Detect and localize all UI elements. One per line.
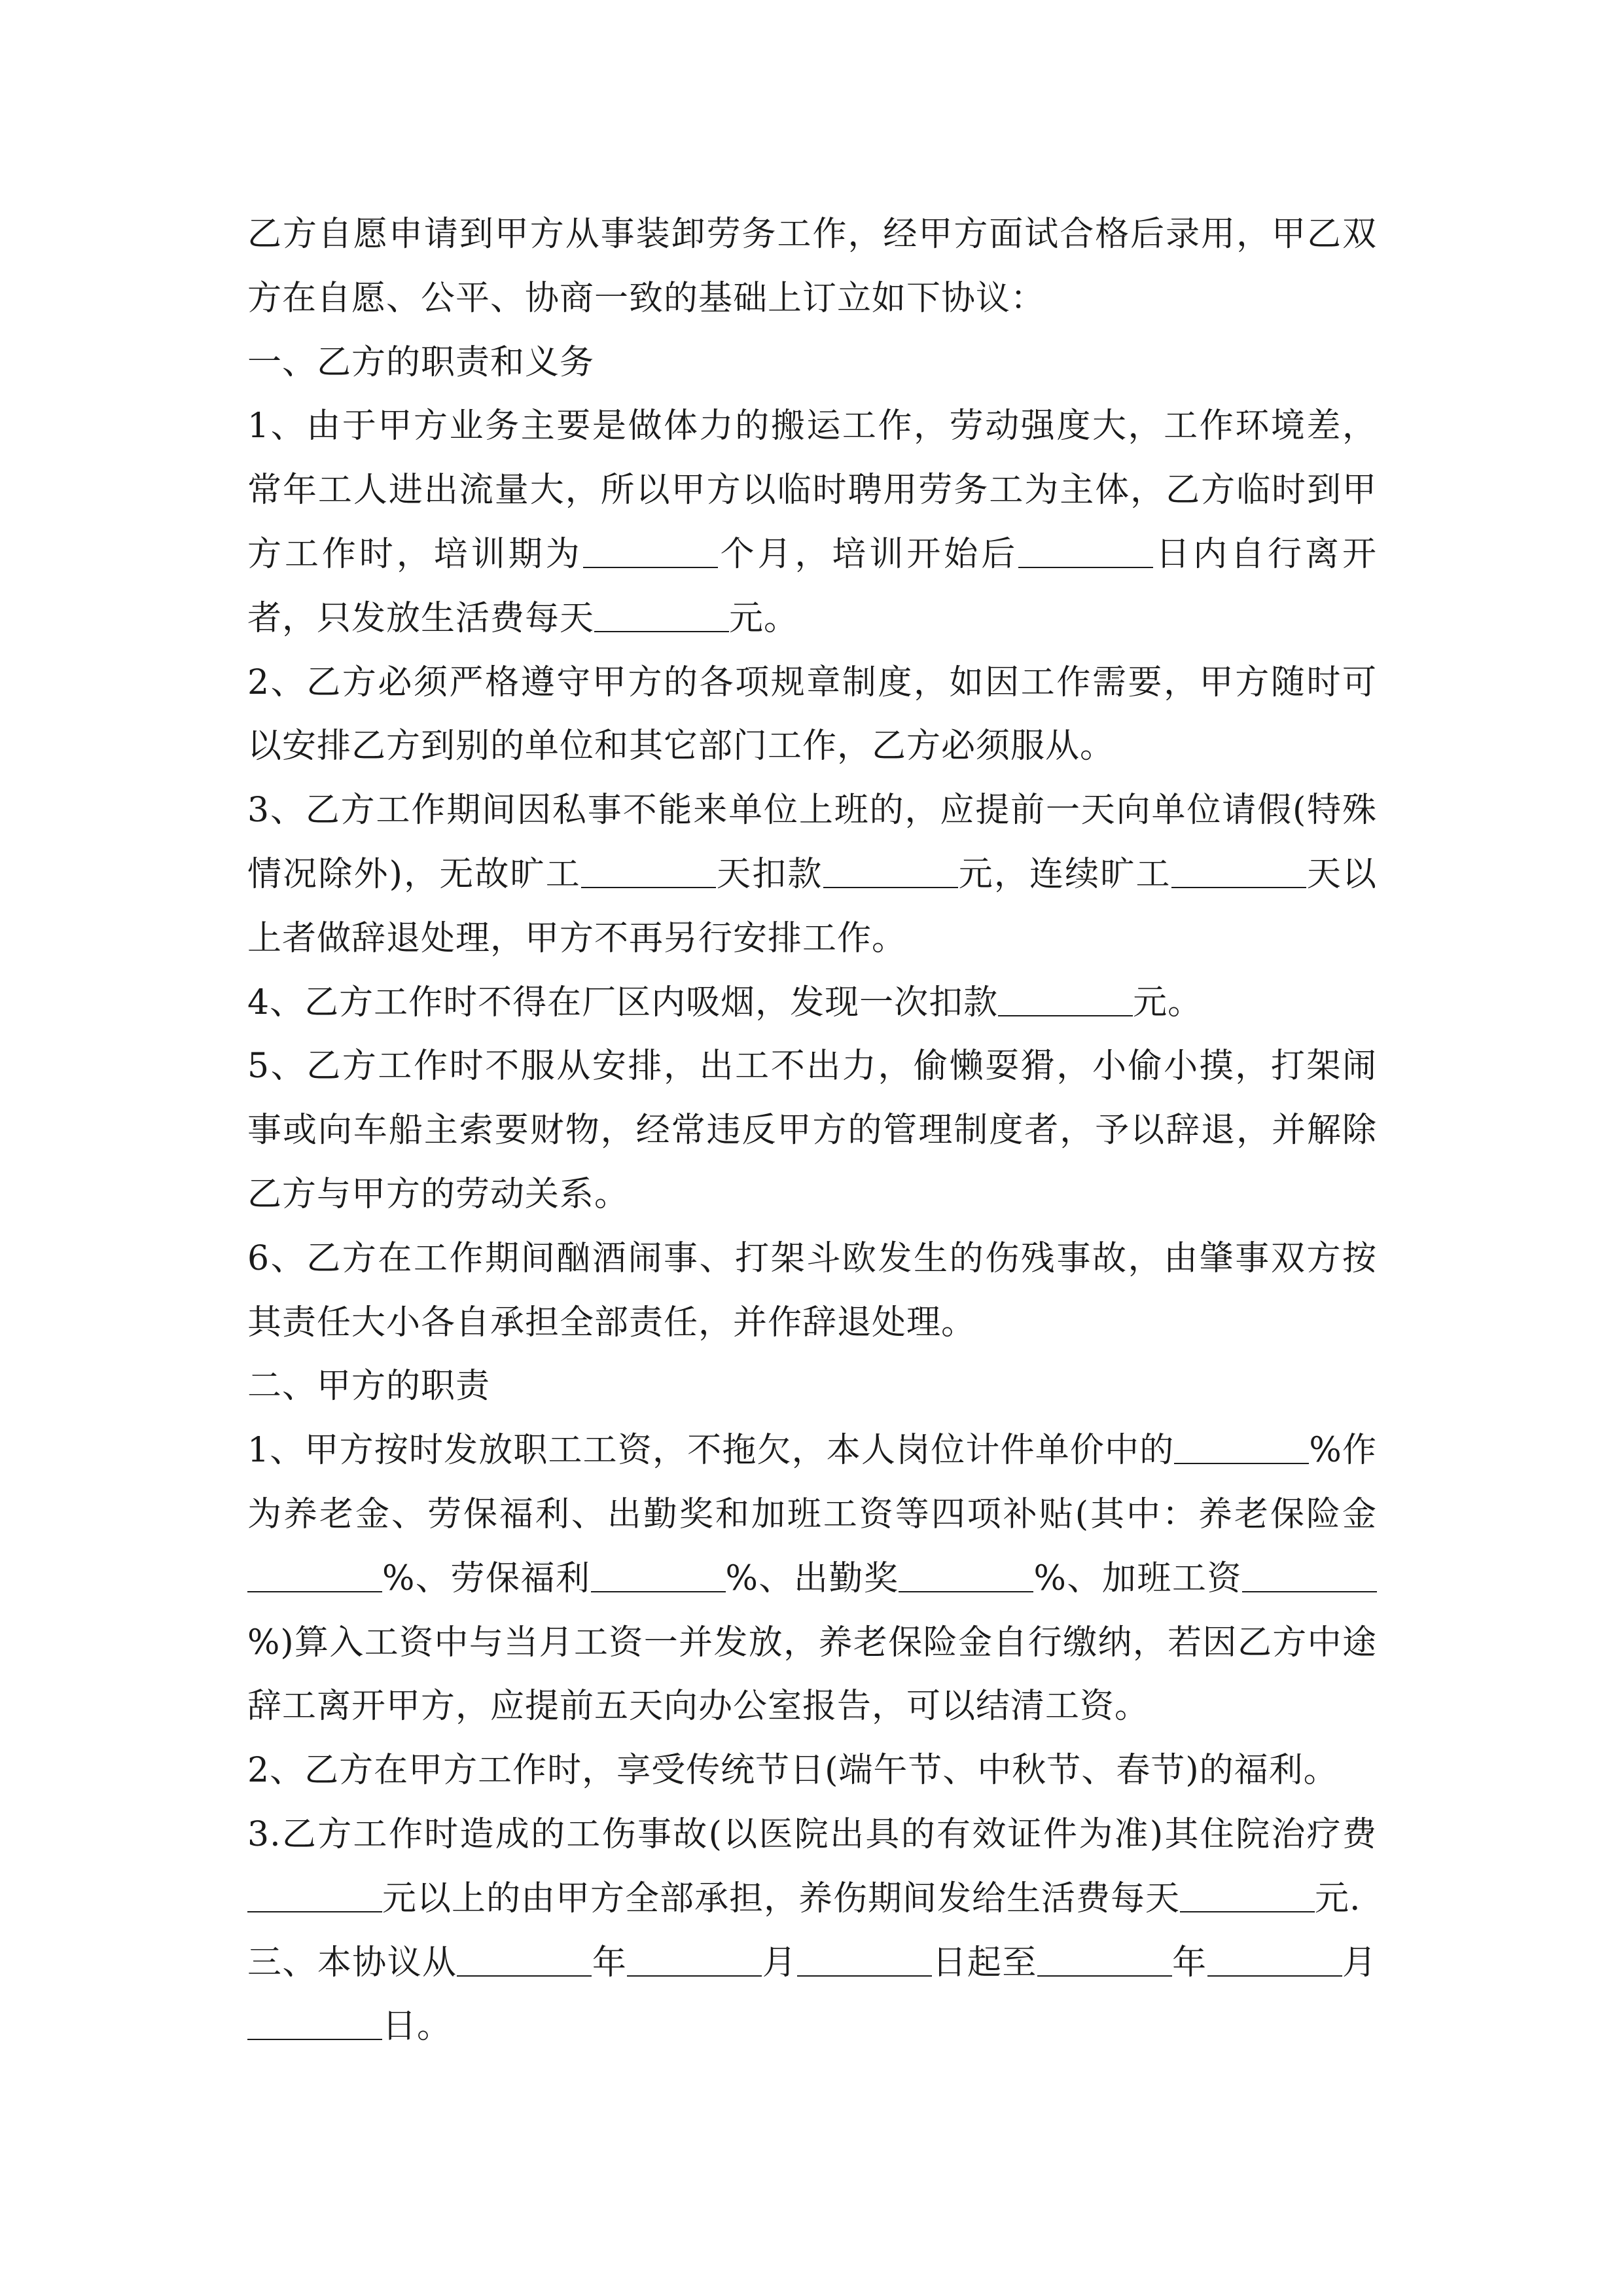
paragraph bbox=[247, 1035, 1377, 1227]
paragraph-text: 个月，培训开始后 bbox=[717, 534, 1019, 574]
fill-in-blank bbox=[1207, 1941, 1342, 1977]
paragraph-text: 月 bbox=[762, 1943, 798, 1982]
paragraph-text: 3、乙方工作期间因私事不能来单位上班的，应提前一天向单位请假(特殊情况除外)，无故旷工 bbox=[247, 791, 1377, 894]
paragraph bbox=[247, 1931, 1377, 2060]
paragraph-text: %、出勤奖 bbox=[725, 1558, 899, 1598]
fill-in-blank bbox=[457, 1941, 592, 1977]
paragraph-text: 年 bbox=[592, 1943, 628, 1982]
paragraph-text: 5、乙方工作时不服从安排，出工不出力，偷懒耍猾，小偷小摸，打架闹事或向车船主索要财物，经常违反甲方的管理制度者，予以辞退，并解除乙方与甲方的劳动关系。 bbox=[247, 1047, 1377, 1214]
fill-in-blank bbox=[797, 1941, 932, 1977]
paragraph-text: 二、甲方的职责 bbox=[247, 1367, 491, 1407]
paragraph-text: %作为养老金、劳保福利、出勤奖和加班工资等四项补贴(其中：养老保险金 bbox=[247, 1431, 1377, 1534]
paragraph bbox=[247, 203, 1377, 331]
paragraph-text: 1、由于甲方业务主要是做体力的搬运工作，劳动强度大，工作环境差，常年工人进出流量大，所以甲方以临时聘用劳务工为主体，乙方临时到甲方工作时，培训期为 bbox=[247, 406, 1377, 574]
fill-in-blank bbox=[247, 2005, 382, 2040]
paragraph-text: 日内自行离开者，只发放生活费每天 bbox=[247, 534, 1377, 638]
fill-in-blank bbox=[1037, 1941, 1172, 1977]
paragraph-text: 元以上的由甲方全部承担，养伤期间发给生活费每天 bbox=[382, 1878, 1181, 1918]
fill-in-blank bbox=[1171, 853, 1306, 888]
paragraph bbox=[247, 779, 1377, 971]
paragraph bbox=[247, 1419, 1377, 1739]
fill-in-blank bbox=[1180, 1877, 1315, 1912]
paragraph-text: 年 bbox=[1171, 1943, 1207, 1982]
paragraph-text: 6、乙方在工作期间酗酒闹事、打架斗欧发生的伤残事故，由肇事双方按其责任大小各自承担全部责任，并作辞退处理。 bbox=[247, 1238, 1377, 1342]
paragraph-text: 2、乙方在甲方工作时，享受传统节日(端午节、中秋节、春节)的福利。 bbox=[247, 1751, 1338, 1791]
paragraph-text: %)算入工资中与当月工资一并发放，养老保险金自行缴纳，若因乙方中途辞工离开甲方，应提前五天向办公室报告，可以结清工资。 bbox=[247, 1623, 1377, 1727]
paragraph-text: 天以上者做辞退处理，甲方不再另行安排工作。 bbox=[247, 854, 1377, 958]
paragraph bbox=[247, 1803, 1377, 1931]
paragraph bbox=[247, 651, 1377, 780]
paragraph-text: %、加班工资 bbox=[1033, 1558, 1242, 1598]
fill-in-blank bbox=[823, 853, 958, 888]
fill-in-blank bbox=[247, 1877, 382, 1912]
fill-in-blank bbox=[581, 853, 716, 888]
paragraph-text: 元. bbox=[1315, 1878, 1361, 1918]
paragraph-text: 天扣款 bbox=[715, 854, 823, 894]
paragraph-text: 元，连续旷工 bbox=[957, 854, 1171, 894]
paragraph-text: 元。 bbox=[729, 598, 799, 638]
paragraph bbox=[247, 1739, 1377, 1803]
paragraph bbox=[247, 395, 1377, 651]
fill-in-blank bbox=[583, 533, 718, 568]
fill-in-blank bbox=[998, 981, 1133, 1016]
paragraph-text: %、劳保福利 bbox=[382, 1558, 591, 1598]
paragraph-text: 4、乙方工作时不得在厂区内吸烟，发现一次扣款 bbox=[247, 982, 999, 1022]
fill-in-blank bbox=[627, 1941, 762, 1977]
fill-in-blank bbox=[591, 1557, 726, 1592]
paragraph-text: 日起至 bbox=[932, 1943, 1037, 1982]
paragraph-text: 一、乙方的职责和义务 bbox=[247, 342, 595, 382]
paragraph-text: 日。 bbox=[382, 2007, 452, 2047]
paragraph bbox=[247, 971, 1377, 1035]
paragraph-text: 3.乙方工作时造成的工伤事故(以医院出具的有效证件为准)其住院治疗费 bbox=[247, 1814, 1377, 1854]
paragraph-text: 月 bbox=[1342, 1943, 1377, 1982]
paragraph bbox=[247, 1355, 1377, 1419]
paragraph-text: 三、本协议从 bbox=[247, 1943, 457, 1982]
paragraph-text: 乙方自愿申请到甲方从事装卸劳务工作，经甲方面试合格后录用，甲乙双方在自愿、公平、协商一致的基础上订立如下协议： bbox=[247, 215, 1377, 318]
fill-in-blank bbox=[1174, 1429, 1309, 1464]
fill-in-blank bbox=[1242, 1557, 1377, 1592]
paragraph-text: 1、甲方按时发放职工工资，不拖欠，本人岗位计件单价中的 bbox=[247, 1431, 1175, 1471]
fill-in-blank bbox=[594, 597, 729, 632]
paragraph-text: 2、乙方必须严格遵守甲方的各项规章制度，如因工作需要，甲方随时可以安排乙方到别的单位和其它部门工作，乙方必须服从。 bbox=[247, 662, 1377, 766]
agreement-body bbox=[247, 203, 1377, 2059]
paragraph-text: 元。 bbox=[1133, 982, 1203, 1022]
fill-in-blank bbox=[247, 1557, 382, 1592]
fill-in-blank bbox=[899, 1557, 1033, 1592]
paragraph bbox=[247, 1227, 1377, 1355]
fill-in-blank bbox=[1018, 533, 1153, 568]
paragraph bbox=[247, 331, 1377, 395]
